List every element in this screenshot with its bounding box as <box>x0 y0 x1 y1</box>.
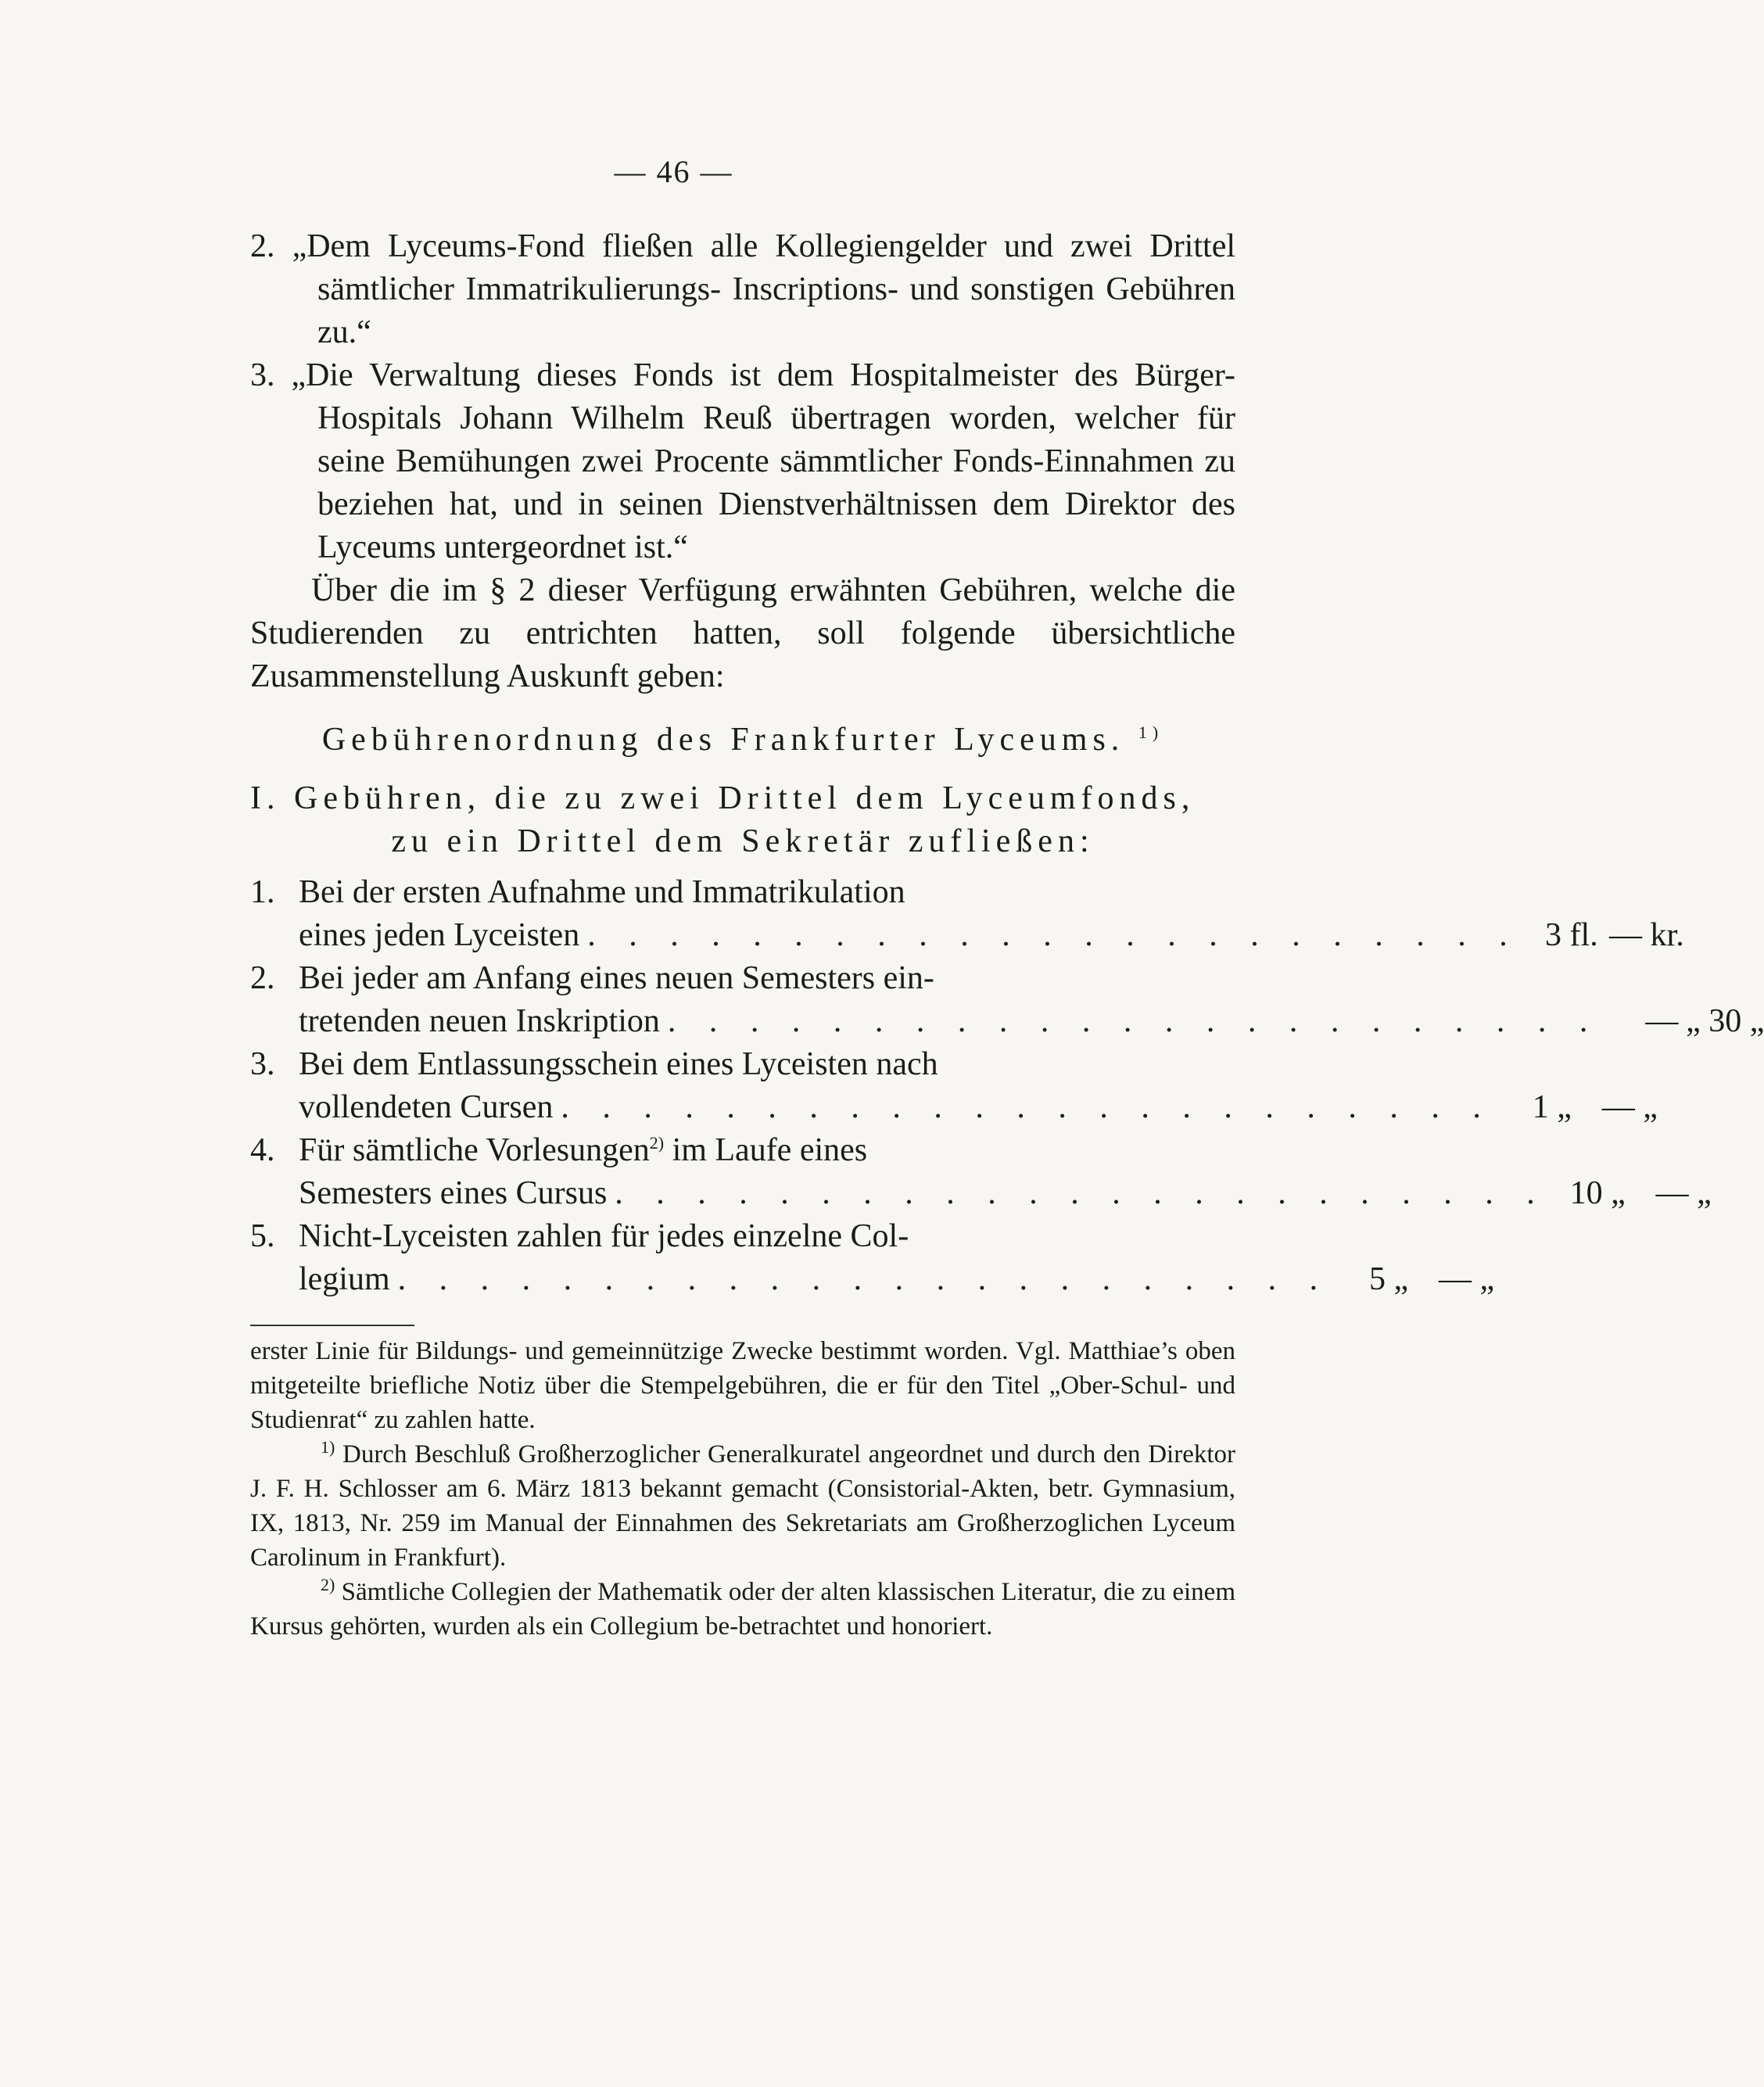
footnote-continued: erster Linie für Bildungs- und gemeinnützige Zwecke bestimmt worden. Vgl. Matthiae’s oben mitgeteilte briefliche Notiz über die Stempelgebühren, die er für den Titel „Ober-Schul- und Studienrat“ zu zahlen hatte. <box>250 1337 1235 1434</box>
leader-dots: . . . . . . . . . . . . . . . . . . . . . . . <box>561 1089 1493 1125</box>
fee-schedule-title-text: Gebührenordnung des Frankfurter Lyceums. <box>321 722 1125 758</box>
footnote-1-mark: 1) <box>321 1437 335 1457</box>
section-heading-line2: zu ein Drittel dem Sekretär zufließen: <box>391 823 1095 859</box>
paragraph-intro: Über die im § 2 dieser Verfügung erwähnten Gebühren, welche die Studierenden zu entrichten hatten, soll folgende übersichtliche Zusammenstellung Auskunft geben: <box>250 572 1235 694</box>
fee-description: Bei dem Entlassungsschein eines Lyceisten nach <box>299 1046 938 1082</box>
amount-gulden: 1 „ <box>1532 1089 1572 1125</box>
amount-gulden: 5 „ <box>1369 1261 1409 1297</box>
fee-item <box>250 1129 1712 1215</box>
amount-kreuzer: — „ <box>1655 1175 1712 1211</box>
fee-description-cont: Semesters eines Cursus <box>299 1175 608 1211</box>
fee-description: Bei der ersten Aufnahme und Immatrikulation <box>299 874 905 910</box>
fee-description-cont: vollendeten Cursen <box>299 1089 554 1125</box>
footnote-1 <box>250 1437 1235 1575</box>
footnotes <box>250 1334 1235 1644</box>
footnote-1-text: Durch Beschluß Großherzoglicher Generalkuratel angeordnet und durch den Direktor J. F. H. Schlosser am 6. März 1813 bekannt gemacht (Consistorial-Akten, betr. Gymnasium, IX, 1813, Nr. 259 im Manual der Einnahmen des Sekretariats am Großherzoglichen Lyceum Carolinum in Frankfurt). <box>250 1440 1235 1572</box>
amount-gulden: — <box>1645 1003 1679 1039</box>
amount-gulden: 10 „ <box>1569 1175 1626 1211</box>
fee-number: 1. <box>250 874 275 910</box>
footnote-2-mark: 2) <box>321 1575 335 1594</box>
amount-kreuzer: — „ <box>1601 1089 1658 1125</box>
paragraph-item-2: 2. „Dem Lyceums-Fond fließen alle Kollegiengelder und zwei Drittel sämtlicher Immatrikulierungs- Inscriptions- und sonstigen Gebühren zu.“ <box>250 228 1235 350</box>
amount-gulden: 3 fl. <box>1545 917 1598 953</box>
fee-number: 3. <box>250 1046 275 1082</box>
leader-dots: . . . . . . . . . . . . . . . . . . . . . . . <box>615 1175 1547 1211</box>
leader-dots: . . . . . . . . . . . . . . . . . . . . . . . <box>667 1003 1601 1039</box>
footnote-ref-1: 1) <box>1138 723 1164 742</box>
page-number: — 46 — <box>614 154 733 189</box>
footnote-2-text: Sämtliche Collegien der Mathematik oder der alten klassischen Literatur, die zu einem Kursus gehörten, wurden als ein Collegium be-betrachtet und honoriert. <box>250 1578 1235 1641</box>
footnote-divider <box>250 1325 414 1326</box>
fee-amount <box>1555 1172 1712 1215</box>
fee-description-cont: tretenden neuen Inskription <box>299 1003 660 1039</box>
fee-description-b: im Laufe eines <box>664 1132 868 1168</box>
fee-list <box>250 871 1764 1301</box>
footnote-ref-2: 2) <box>649 1133 665 1153</box>
fee-schedule-title <box>250 719 1235 762</box>
fee-description-cont: legium <box>299 1261 390 1297</box>
paragraph-item-3: 3. „Die Verwaltung dieses Fonds ist dem Hospitalmeister des Bürger-Hospitals Johann Wilhelm Reuß übertragen worden, welcher für seine Bemühungen zwei Procente sämmtlicher Fonds-Einnahmen zu beziehen hat, und in seinen Dienstverhältnissen dem Direktor des Lyceums untergeordnet ist.“ <box>250 357 1235 565</box>
fee-item <box>250 1043 1658 1129</box>
footnote-2 <box>250 1575 1235 1644</box>
fee-item <box>250 1215 1495 1301</box>
leader-dots: . . . . . . . . . . . . . . . . . . . . . . . <box>587 917 1520 953</box>
main-text <box>250 225 1764 1644</box>
fee-description-cont: eines jeden Lyceisten <box>299 917 580 953</box>
fee-number: 2. <box>250 960 275 996</box>
amount-kreuzer: „ 30 „ <box>1686 1003 1764 1039</box>
fee-amount <box>1528 914 1684 957</box>
fee-item <box>250 871 1684 957</box>
fee-description <box>299 1129 1235 1172</box>
amount-kreuzer: — kr. <box>1609 917 1684 953</box>
fee-description-a: Für sämtliche Vorlesungen <box>299 1132 650 1168</box>
leader-dots: . . . . . . . . . . . . . . . . . . . . . . . <box>397 1261 1331 1297</box>
fee-amount <box>1501 1086 1658 1129</box>
fee-number: 4. <box>250 1132 275 1168</box>
amount-kreuzer: — „ <box>1439 1261 1495 1297</box>
fee-description: Nicht-Lyceisten zahlen für jedes einzelne Col- <box>299 1218 909 1254</box>
fee-amount <box>1338 1258 1494 1301</box>
fee-amount <box>1608 1000 1764 1043</box>
fee-number: 5. <box>250 1218 275 1254</box>
fee-item <box>250 957 1764 1043</box>
section-heading-line1: I. Gebühren, die zu zwei Drittel dem Lyceumfonds, <box>250 780 1196 816</box>
fee-description: Bei jeder am Anfang eines neuen Semesters ein- <box>299 960 934 996</box>
